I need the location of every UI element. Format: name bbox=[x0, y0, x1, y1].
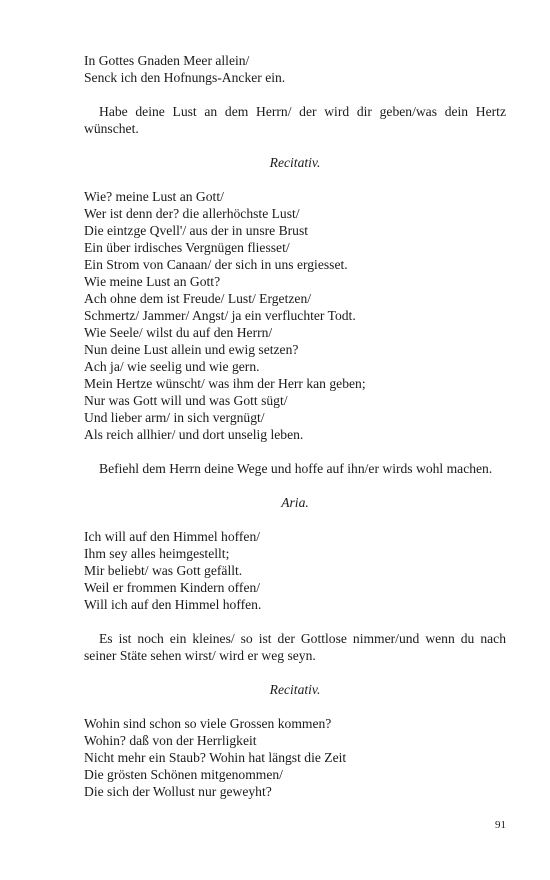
verse-line: Wie meine Lust an Gott? bbox=[84, 274, 221, 289]
verse-line: Weil er frommen Kindern offen/ bbox=[84, 580, 261, 595]
verse-block bbox=[84, 188, 506, 443]
verse-line: Mir beliebt/ was Gott gefällt. bbox=[84, 563, 243, 578]
verse-line: Die grösten Schönen mitgenommen/ bbox=[84, 767, 283, 782]
verse-block bbox=[84, 52, 506, 86]
verse-line: Wohin sind schon so viele Grossen kommen? bbox=[84, 716, 332, 731]
page-text bbox=[84, 52, 506, 800]
verse-line: Die sich der Wollust nur geweyht? bbox=[84, 784, 272, 799]
section-heading: Aria. bbox=[281, 495, 309, 510]
verse-line: Und lieber arm/ in sich vergnügt/ bbox=[84, 410, 265, 425]
verse-line: Ihm sey alles heimgestellt; bbox=[84, 546, 230, 561]
verse-block bbox=[84, 528, 506, 613]
verse-line: Ich will auf den Himmel hoffen/ bbox=[84, 529, 261, 544]
verse-line: Als reich allhier/ und dort unselig leben. bbox=[84, 427, 304, 442]
section-heading: Recitativ. bbox=[269, 682, 321, 697]
verse-line: Ach ja/ wie seelig und wie gern. bbox=[84, 359, 260, 374]
verse-line: Senck ich den Hofnungs-Ancker ein. bbox=[84, 70, 286, 85]
verse-line: Wohin? daß von der Herrligkeit bbox=[84, 733, 257, 748]
verse-block bbox=[84, 715, 506, 800]
verse-line: Wie Seele/ wilst du auf den Herrn/ bbox=[84, 325, 273, 340]
verse-line: Will ich auf den Himmel hoffen. bbox=[84, 597, 262, 612]
verse-line: Schmertz/ Jammer/ Angst/ ja ein verfluchter Todt. bbox=[84, 308, 356, 323]
verse-line: Nicht mehr ein Staub? Wohin hat längst die Zeit bbox=[84, 750, 347, 765]
page-number: 91 bbox=[495, 819, 506, 831]
verse-line: Wer ist denn der? die allerhöchste Lust/ bbox=[84, 206, 300, 221]
verse-line: Nur was Gott will und was Gott sügt/ bbox=[84, 393, 288, 408]
verse-line: Wie? meine Lust an Gott/ bbox=[84, 189, 224, 204]
prose-paragraph: Befiehl dem Herrn deine Wege und hoffe auf ihn/er wirds wohl machen. bbox=[99, 461, 493, 476]
verse-line: Nun deine Lust allein und ewig setzen? bbox=[84, 342, 299, 357]
verse-line: Ein Strom von Canaan/ der sich in uns ergiesset. bbox=[84, 257, 348, 272]
section-heading: Recitativ. bbox=[269, 155, 321, 170]
verse-line: Die eintzge Qvell'/ aus der in unsre Brust bbox=[84, 223, 309, 238]
verse-line: In Gottes Gnaden Meer allein/ bbox=[84, 53, 250, 68]
verse-line: Ach ohne dem ist Freude/ Lust/ Ergetzen/ bbox=[84, 291, 312, 306]
verse-line: Mein Hertze wünscht/ was ihm der Herr kan geben; bbox=[84, 376, 366, 391]
prose-paragraph: Habe deine Lust an dem Herrn/ der wird dir geben/was dein Hertz wünschet. bbox=[84, 104, 506, 136]
verse-line: Ein über irdisches Vergnügen fliesset/ bbox=[84, 240, 290, 255]
prose-paragraph: Es ist noch ein kleines/ so ist der Gottlose nimmer/und wenn du nach seiner Stäte sehen wirst/ wird er weg seyn. bbox=[84, 631, 506, 663]
